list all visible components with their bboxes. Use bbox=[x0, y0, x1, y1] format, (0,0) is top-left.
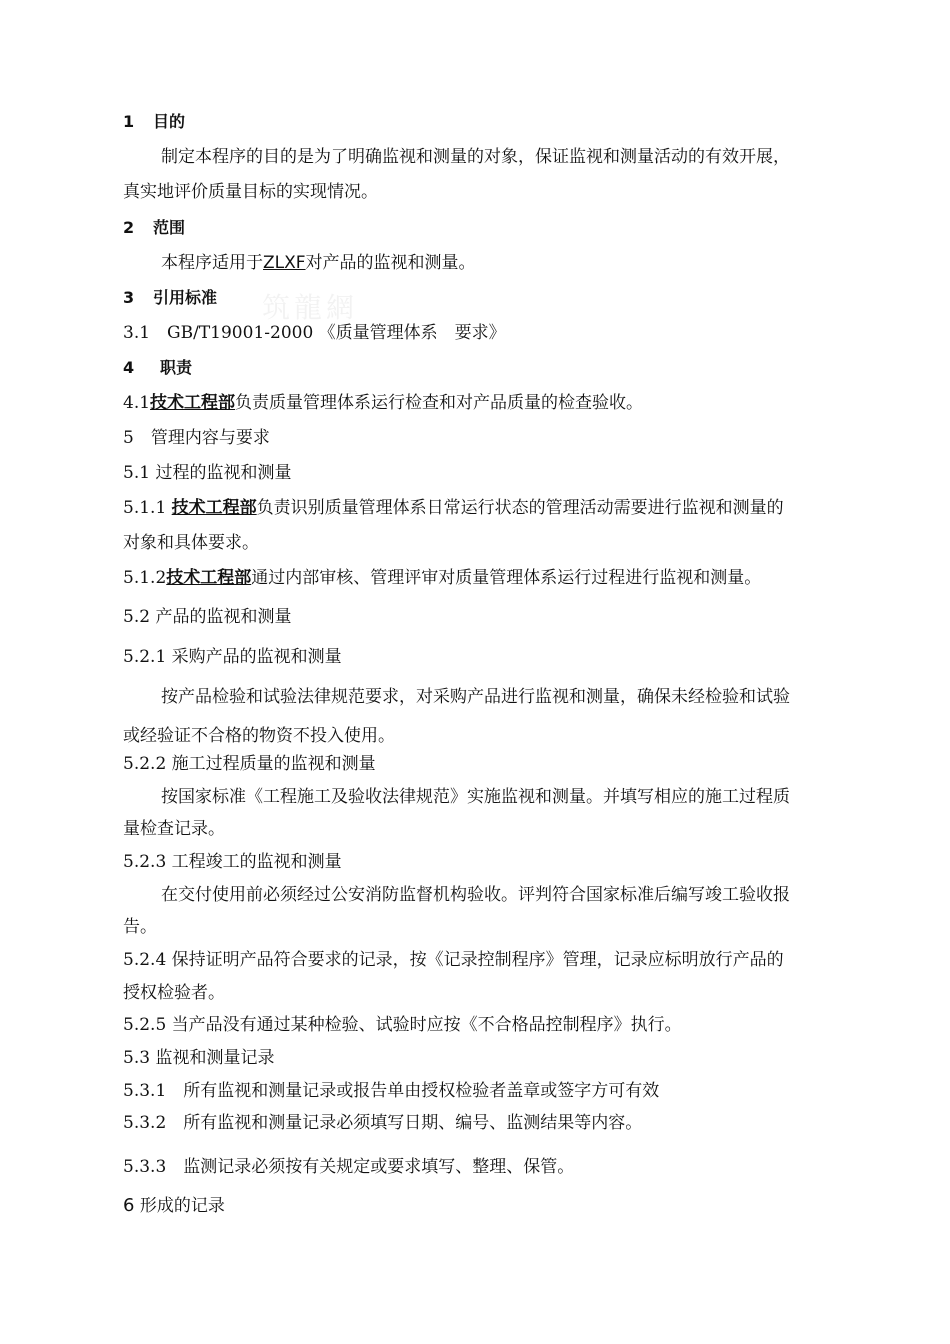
watermark: 筑龍網 bbox=[262, 291, 359, 324]
paragraph: 5.2.4 保持证明产品符合要求的记录，按《记录控制程序》管理，记录应标明放行产品的 bbox=[123, 950, 784, 970]
paragraph: 在交付使用前必须经过公安消防监督机构验收。评判符合国家标准后编写竣工验收报 bbox=[161, 885, 790, 905]
heading-3: 3 引用标准 bbox=[123, 288, 218, 307]
paragraph: 5.2.2 施工过程质量的监视和测量 bbox=[123, 754, 376, 774]
heading-2: 2 范围 bbox=[123, 218, 186, 237]
paragraph: 5.2.5 当产品没有通过某种检验、试验时应按《不合格品控制程序》执行。 bbox=[123, 1015, 682, 1035]
department-name: 技术工程部 bbox=[166, 568, 252, 588]
paragraph: 5.1 过程的监视和测量 bbox=[123, 463, 292, 483]
paragraph: 量检查记录。 bbox=[123, 819, 225, 839]
paragraph: 按国家标准《工程施工及验收法律规范》实施监视和测量。并填写相应的施工过程质 bbox=[161, 787, 790, 807]
department-name: 技术工程部 bbox=[171, 498, 257, 518]
paragraph: 5.3 监视和测量记录 bbox=[123, 1048, 275, 1068]
paragraph: 3.1 GB/T19001-2000 《质量管理体系 要求》 bbox=[123, 323, 506, 343]
department-name: 技术工程部 bbox=[150, 393, 236, 413]
paragraph: 5.3.1 所有监视和测量记录或报告单由授权检验者盖章或签字方可有效 bbox=[123, 1081, 660, 1101]
paragraph: 真实地评价质量目标的实现情况。 bbox=[123, 182, 378, 202]
paragraph: 4.1技术工程部负责质量管理体系运行检查和对产品质量的检查验收。 bbox=[123, 393, 644, 413]
paragraph: 5.2.3 工程竣工的监视和测量 bbox=[123, 852, 342, 872]
paragraph: 或经验证不合格的物资不投入使用。 bbox=[123, 726, 395, 746]
paragraph: 对象和具体要求。 bbox=[123, 533, 259, 553]
heading-4: 4 职责 bbox=[123, 358, 193, 377]
paragraph: 5 管理内容与要求 bbox=[123, 428, 270, 448]
paragraph: 5.3.3 监测记录必须按有关规定或要求填写、整理、保管。 bbox=[123, 1157, 575, 1177]
heading-6: 6 形成的记录 bbox=[123, 1195, 225, 1216]
paragraph: 5.2.1 采购产品的监视和测量 bbox=[123, 647, 342, 667]
paragraph: 告。 bbox=[123, 917, 157, 937]
paragraph: 按产品检验和试验法律规范要求，对采购产品进行监视和测量，确保未经检验和试验 bbox=[161, 687, 790, 707]
paragraph: 5.1.1 技术工程部负责识别质量管理体系日常运行状态的管理活动需要进行监视和测量的 bbox=[123, 498, 784, 518]
paragraph: 5.3.2 所有监视和测量记录必须填写日期、编号、监测结果等内容。 bbox=[123, 1113, 643, 1133]
org-code: ZLXF bbox=[263, 253, 306, 273]
paragraph: 授权检验者。 bbox=[123, 983, 225, 1003]
paragraph: 制定本程序的目的是为了明确监视和测量的对象，保证监视和测量活动的有效开展， bbox=[161, 147, 790, 167]
paragraph: 本程序适用于ZLXF对产品的监视和测量。 bbox=[161, 253, 476, 273]
paragraph: 5.2 产品的监视和测量 bbox=[123, 607, 292, 627]
heading-1: 1 目的 bbox=[123, 112, 186, 131]
paragraph: 5.1.2技术工程部通过内部审核、管理评审对质量管理体系运行过程进行监视和测量。 bbox=[123, 568, 762, 588]
